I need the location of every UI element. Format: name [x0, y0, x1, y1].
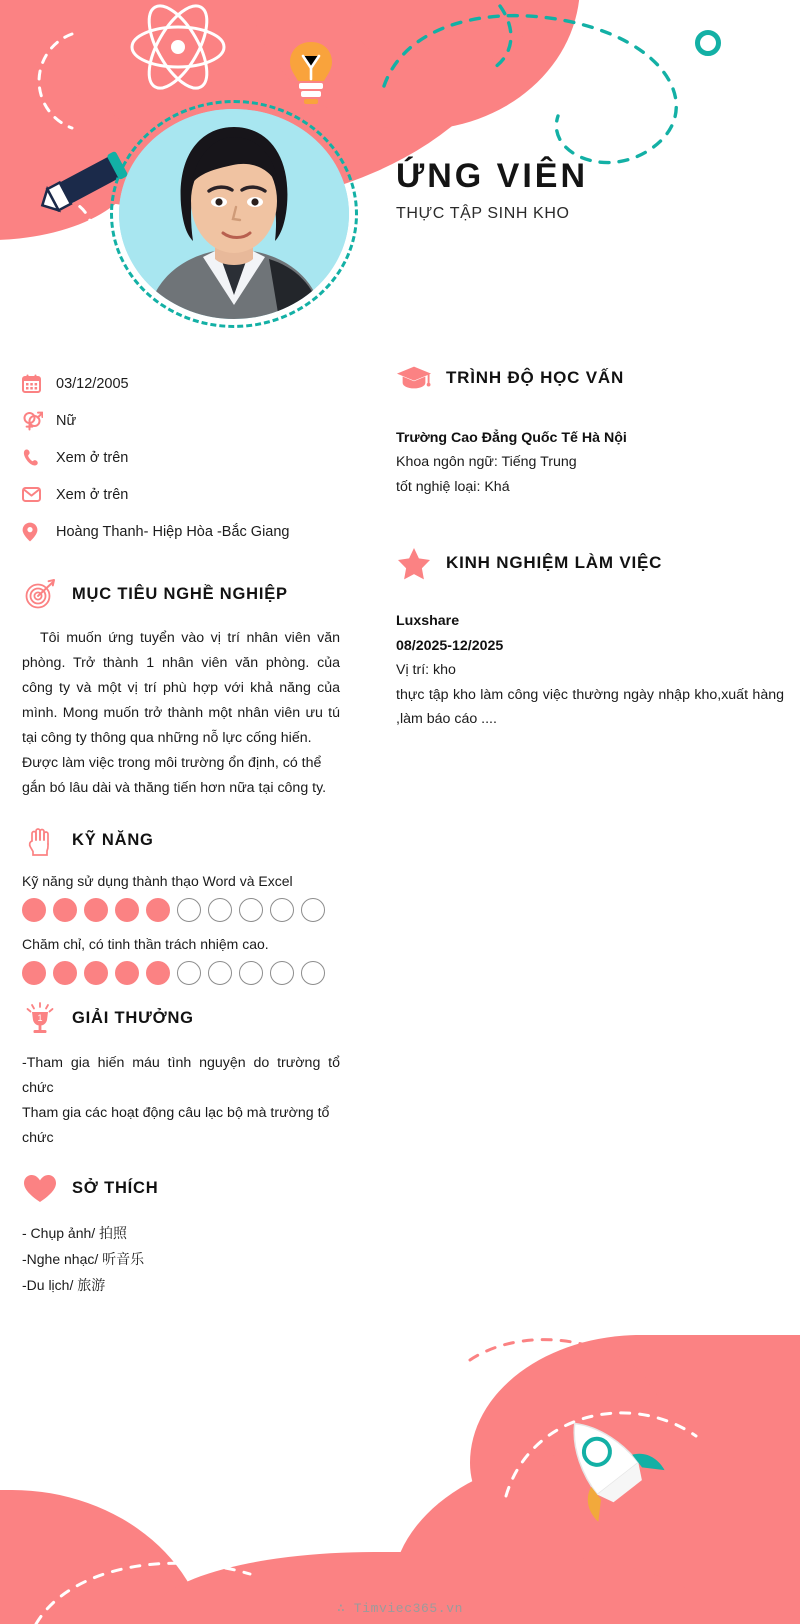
education-major: Khoa ngôn ngữ: Tiếng Trung [396, 454, 577, 471]
skill-dot [22, 961, 46, 985]
section-skills [22, 823, 340, 985]
skill-dot [208, 898, 232, 922]
experience-description: thực tập kho làm công việc thường ngày nhập kho,xuất hàng ,làm báo cáo .... [396, 686, 784, 727]
hobby-item: - Chụp ảnh/ 拍照 [22, 1224, 128, 1241]
experience-position: Vị trí: kho [396, 662, 456, 679]
experience-company: Luxshare [396, 613, 460, 630]
calendar-icon [22, 374, 56, 393]
section-spacer [396, 499, 784, 545]
hand-icon [22, 823, 58, 859]
section-header [396, 545, 784, 581]
skill-label: Kỹ năng sử dụng thành thạo Word và Excel [22, 872, 293, 889]
skill-dot [270, 898, 294, 922]
education-entry [396, 426, 784, 499]
location-icon [22, 522, 56, 542]
section-title: TRÌNH ĐỘ HỌC VẤN [446, 368, 625, 387]
experience-period: 08/2025-12/2025 [396, 637, 504, 654]
experience-entry [396, 609, 784, 731]
skill-dot [84, 961, 108, 985]
skill-dot [301, 961, 325, 985]
dashed-arc-white [14, 28, 84, 138]
skill-rating [22, 898, 340, 922]
section-header [396, 360, 784, 396]
teal-ring-icon [695, 30, 721, 56]
skill-dot [239, 961, 263, 985]
avatar [110, 100, 358, 328]
gender-icon [22, 410, 56, 431]
skill-dot [146, 961, 170, 985]
skill-list [22, 873, 340, 985]
skill-dot [301, 898, 325, 922]
section-title: KỸ NĂNG [72, 831, 154, 850]
objective-paragraph-2: Được làm việc trong môi trường ổn định, có thể gắn bó lâu dài và thăng tiến hơn nữa tại công ty. [22, 754, 327, 796]
section-awards [22, 1001, 340, 1151]
contact-value: Hoàng Thanh- Hiệp Hòa -Bắc Giang [56, 523, 290, 540]
award-line-2: Tham gia các hoạt động câu lạc bộ mà trường tổ chức [22, 1104, 330, 1146]
section-header [22, 1171, 340, 1207]
skill-dot [177, 961, 201, 985]
graduation-cap-icon [396, 360, 432, 396]
bottom-decoration [0, 1290, 800, 1624]
education-grade: tốt nghiệ loại: Khá [396, 478, 510, 495]
skill-dot [22, 898, 46, 922]
skill-item [22, 936, 340, 985]
section-title: SỞ THÍCH [72, 1179, 159, 1198]
section-education [396, 360, 784, 499]
skill-dot [115, 961, 139, 985]
skill-dot [53, 961, 77, 985]
hobby-item: -Du lịch/ 旅游 [22, 1276, 106, 1293]
skill-item [22, 873, 340, 922]
right-column [396, 360, 784, 731]
contact-item-email [22, 476, 340, 513]
skill-dot [115, 898, 139, 922]
section-title: MỤC TIÊU NGHỀ NGHIỆP [72, 584, 288, 603]
footer-watermark: ∴ Timviec365.vn [336, 1601, 464, 1616]
phone-icon [22, 448, 56, 467]
section-header [22, 823, 340, 859]
section-title: GIẢI THƯỞNG [72, 1009, 194, 1028]
section-objective [22, 576, 340, 801]
star-icon [396, 545, 432, 581]
page-title [396, 158, 588, 223]
section-hobbies [22, 1171, 340, 1299]
candidate-portrait [119, 109, 349, 319]
hobby-item: -Nghe nhạc/ 听音乐 [22, 1250, 145, 1267]
section-experience [396, 545, 784, 731]
section-header [22, 576, 340, 612]
contact-item-address [22, 513, 340, 550]
contact-item-phone [22, 439, 340, 476]
atom-icon [118, 0, 238, 102]
skill-dot [270, 961, 294, 985]
education-school: Trường Cao Đẳng Quốc Tế Hà Nội [396, 430, 627, 446]
contact-value: Xem ở trên [56, 486, 129, 503]
contact-item-birthdate [22, 365, 340, 402]
skill-dot [208, 961, 232, 985]
skill-dot [84, 898, 108, 922]
contact-item-gender [22, 402, 340, 439]
skill-dot [177, 898, 201, 922]
left-column [22, 365, 340, 1299]
skill-dot [146, 898, 170, 922]
trophy-icon [22, 1001, 58, 1037]
svg-text:1: 1 [37, 1012, 43, 1023]
heart-icon [22, 1171, 58, 1207]
skill-rating [22, 961, 340, 985]
section-title: KINH NGHIỆM LÀM VIỆC [446, 553, 663, 573]
skill-dot [53, 898, 77, 922]
rocket-icon [540, 1408, 676, 1524]
email-icon [22, 486, 56, 503]
section-header [22, 1001, 340, 1037]
avatar-image [119, 109, 349, 319]
contact-value: Xem ở trên [56, 449, 129, 466]
award-line-1: -Tham gia hiến máu tình nguyện do trường tổ chức [22, 1054, 340, 1096]
contact-value: 03/12/2005 [56, 375, 129, 392]
candidate-role: THỰC TẬP SINH KHO [396, 205, 570, 223]
contact-value: Nữ [56, 412, 77, 429]
skill-dot [239, 898, 263, 922]
objective-paragraph-1: Tôi muốn ứng tuyển vào vị trí nhân viên văn phòng. Trở thành 1 nhân viên văn phòng. của công ty và một vị trí phù hợp với khả năng của mình. Mong muốn trở thành một nhân viên ưu tú tại công ty thông qua những nỗ lực cống hiến. [22, 630, 340, 746]
candidate-name: ỨNG VIÊN [396, 157, 589, 195]
target-icon [22, 576, 58, 612]
skill-label: Chăm chỉ, có tinh thần trách nhiệm cao. [22, 935, 269, 952]
